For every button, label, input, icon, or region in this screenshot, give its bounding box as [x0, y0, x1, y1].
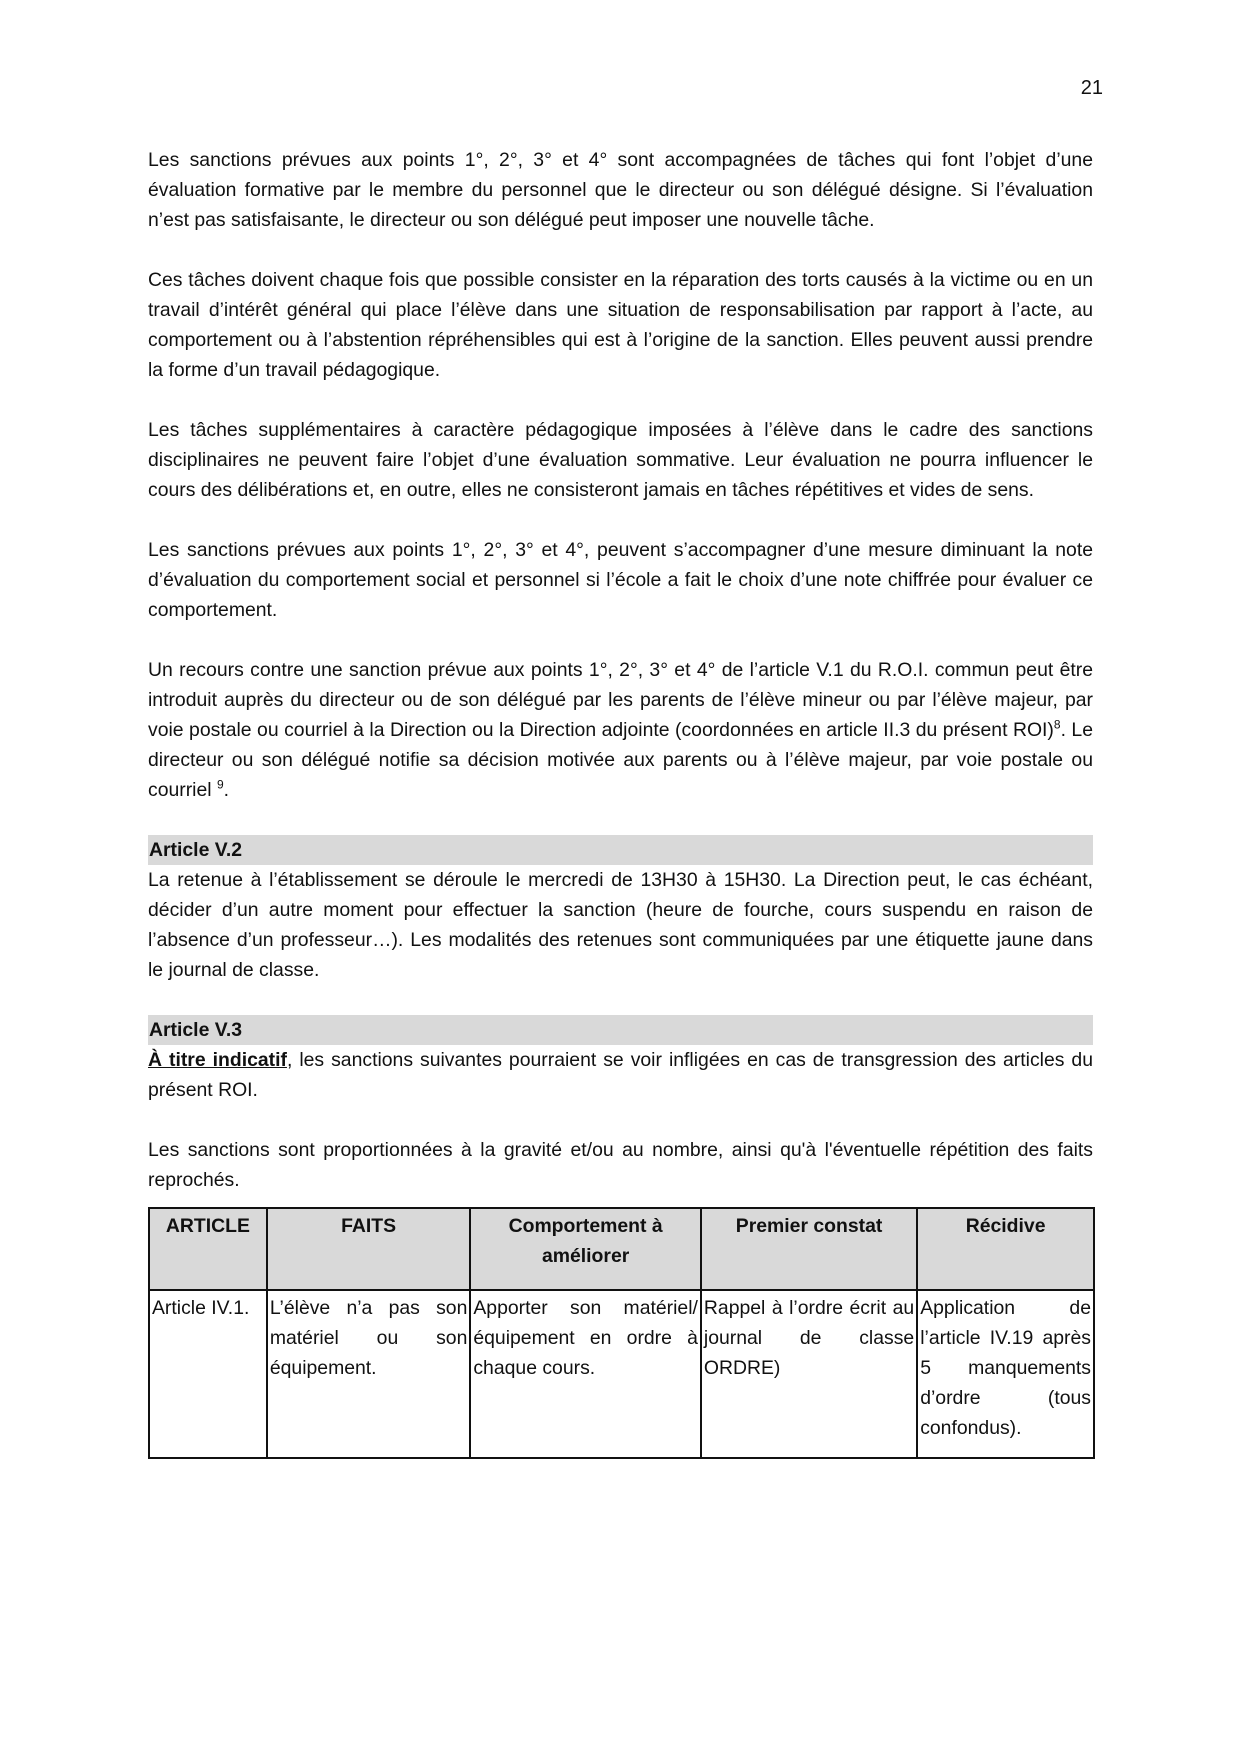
- cell-recidive: Application de l’article IV.19 après 5 manquements d’ordre (tous confondus).: [917, 1290, 1094, 1458]
- paragraph-article-v2: La retenue à l’établissement se déroule le mercredi de 13H30 à 15H30. La Direction peut, le cas échéant, décider d’un autre moment pour effectuer la sanction (heure de fourche, cours suspendu en raison de l’absence d’un professeur…). Les modalités des retenues sont communiquées par une étiquette jaune dans le journal de classe.: [148, 869, 1093, 981]
- heading-article-v3: Article V.3: [148, 1015, 1093, 1045]
- cell-premier-constat: Rappel à l’ordre écrit au journal de classe ORDRE): [701, 1290, 917, 1458]
- header-recidive: Récidive: [917, 1208, 1094, 1290]
- footnote-ref-9[interactable]: 9: [216, 777, 224, 792]
- cell-comportement: Apporter son matériel/équipement en ordre à chaque cours.: [470, 1290, 701, 1458]
- paragraph-proportion: Les sanctions sont proportionnées à la gravité et/ou au nombre, ainsi qu'à l'éventuelle répétition des faits reprochés.: [148, 1139, 1093, 1191]
- header-comportement: Comportement à améliorer: [470, 1208, 701, 1290]
- footnote-ref-8[interactable]: 8: [1053, 717, 1061, 732]
- paragraph-taches-reparation: Ces tâches doivent chaque fois que possible consister en la réparation des torts causés à la victime ou en un travail d’intérêt général qui place l’élève dans une situation de responsabilisation par rapport à l’acte, au comportement ou à l’abstention répréhensibles qui est à l’origine de la sanction. Elles peuvent aussi prendre la forme d’un travail pédagogique.: [148, 269, 1093, 381]
- heading-article-v2: Article V.2: [148, 835, 1093, 865]
- table-row: [149, 1290, 1094, 1458]
- table-header-row: [149, 1208, 1094, 1290]
- paragraph-sanctions-taches: Les sanctions prévues aux points 1°, 2°, 3° et 4° sont accompagnées de tâches qui font l’objet d’une évaluation formative par le membre du personnel que le directeur ou son délégué désigne. Si l’évaluation n’est pas satisfaisante, le directeur ou son délégué peut imposer une nouvelle tâche.: [148, 149, 1093, 231]
- paragraph-recours: [148, 655, 1093, 805]
- document-body: [148, 145, 1093, 1459]
- recours-text-2: . Le directeur ou son délégué notifie sa décision motivée aux parents ou à l’élève majeur, par voie postale ou courriel: [148, 719, 1093, 801]
- header-faits: FAITS: [267, 1208, 471, 1290]
- emphasis-a-titre-indicatif: À titre indicatif: [148, 1049, 287, 1071]
- paragraph-taches-supplementaires: Les tâches supplémentaires à caractère pédagogique imposées à l’élève dans le cadre des sanctions disciplinaires ne peuvent faire l’objet d’une évaluation sommative. Leur évaluation ne pourra influencer le cours des délibérations et, en outre, elles ne consisteront jamais en tâches répétitives et vides de sens.: [148, 419, 1093, 501]
- page-number: 21: [1080, 77, 1103, 99]
- header-premier-constat: Premier constat: [701, 1208, 917, 1290]
- cell-article: Article IV.1.: [149, 1290, 267, 1458]
- recours-text-1: Un recours contre une sanction prévue aux points 1°, 2°, 3° et 4° de l’article V.1 du R.O.I. commun peut être introduit auprès du directeur ou de son délégué par les parents de l’élève mineur ou par l’élève majeur, par voie postale ou courriel à la Direction ou la Direction adjointe (coordonnées en article II.3 du présent ROI): [148, 659, 1093, 741]
- sanctions-table: [148, 1207, 1095, 1459]
- cell-faits: L’élève n’a pas son matériel ou son équipement.: [267, 1290, 471, 1458]
- header-article: ARTICLE: [149, 1208, 267, 1290]
- recours-text-3: .: [223, 779, 230, 801]
- paragraph-article-v3: [148, 1045, 1093, 1105]
- paragraph-note-evaluation: Les sanctions prévues aux points 1°, 2°, 3° et 4°, peuvent s’accompagner d’une mesure diminuant la note d’évaluation du comportement social et personnel si l’école a fait le choix d’une note chiffrée pour évaluer ce comportement.: [148, 539, 1093, 621]
- article-v3-text: , les sanctions suivantes pourraient se voir infligées en cas de transgression des articles du présent ROI.: [148, 1049, 1093, 1101]
